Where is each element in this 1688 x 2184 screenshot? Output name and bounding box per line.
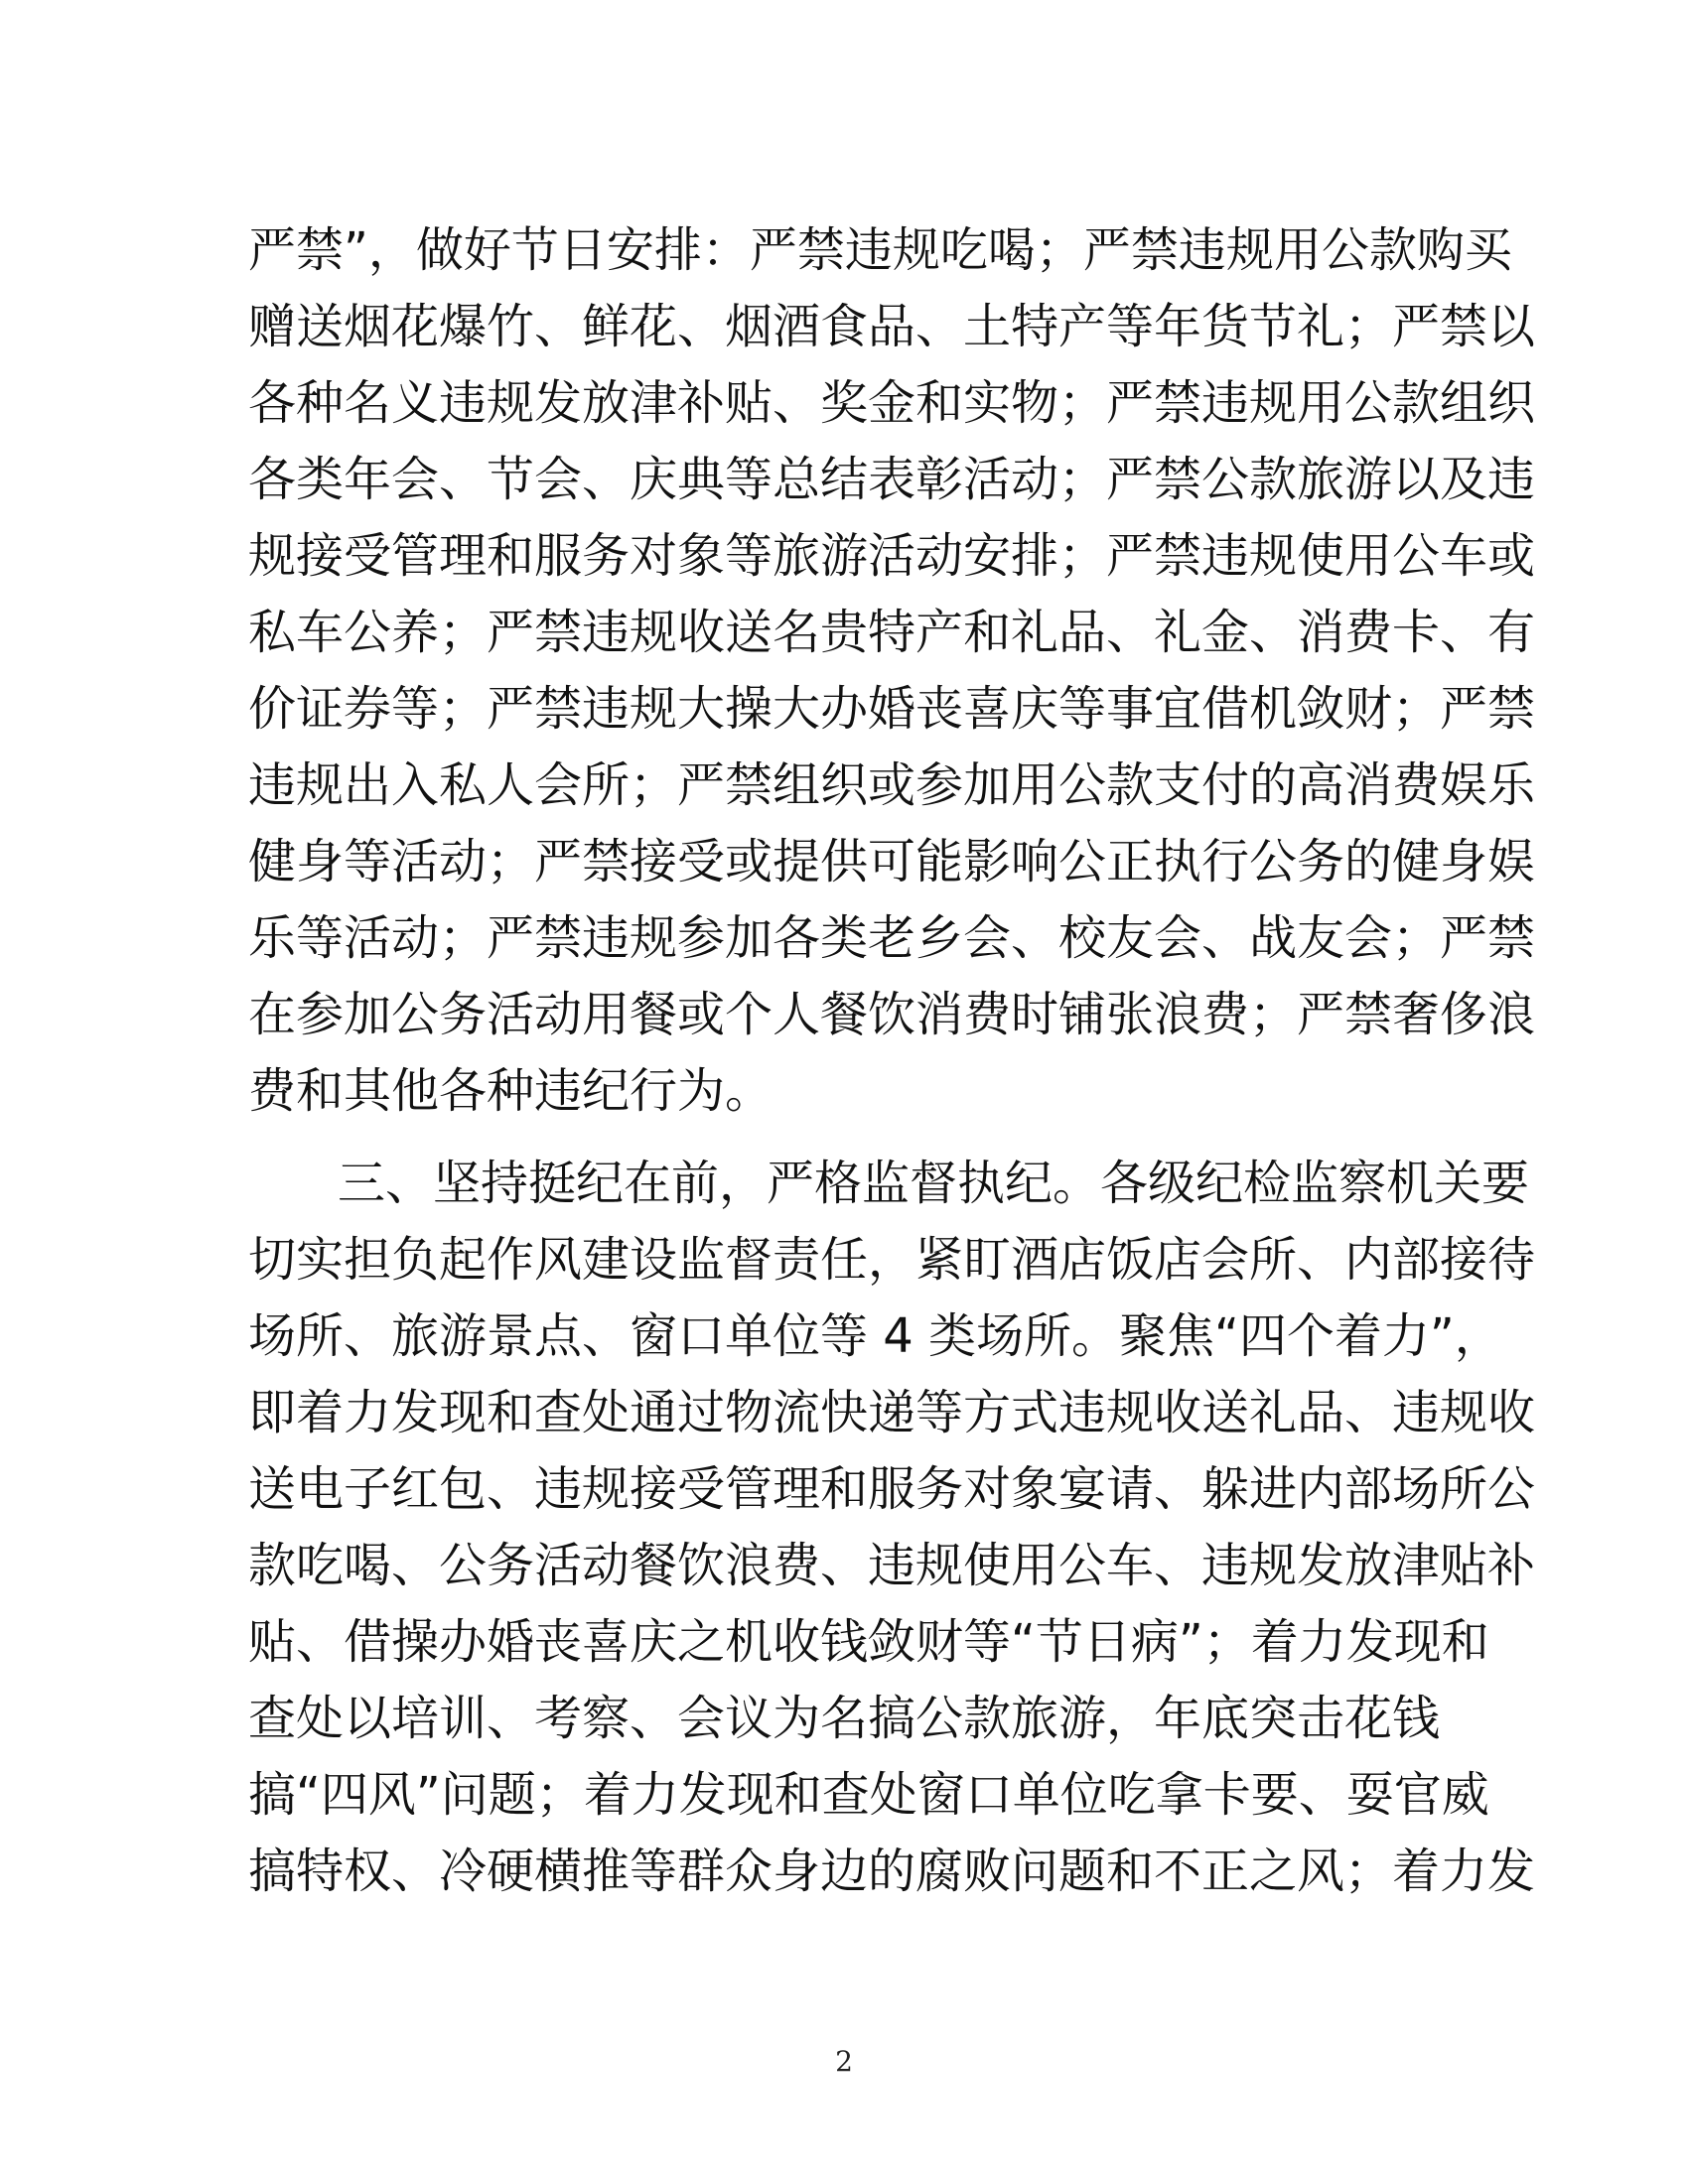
paragraph-2-line-10: 搞特权、冷硬横推等群众身边的腐败问题和不正之风；着力发 (248, 1843, 1536, 1899)
paragraph-2-line-2: 切实担负起作风建设监督责任，紧盯酒店饭店会所、内部接待 (248, 1232, 1536, 1288)
paragraph-2-line-3: 场所、旅游景点、窗口单位等 4 类场所。聚焦“四个着力”， (248, 1308, 1502, 1364)
paragraph-2-line-9: 搞“四风”问题；着力发现和查处窗口单位吃拿卡要、耍官威 (248, 1767, 1489, 1823)
paragraph-2-line-4: 即着力发现和查处通过物流快递等方式违规收送礼品、违规收 (248, 1385, 1536, 1440)
page-number: 2 (835, 2045, 853, 2078)
paragraph-1-line-5: 规接受管理和服务对象等旅游活动安排；严禁违规使用公车或 (248, 528, 1536, 584)
paragraph-1-line-10: 乐等活动；严禁违规参加各类老乡会、校友会、战友会；严禁 (248, 910, 1536, 966)
paragraph-1-line-9: 健身等活动；严禁接受或提供可能影响公正执行公务的健身娱 (248, 834, 1536, 889)
paragraph-2-line-7: 贴、借操办婚丧喜庆之机收钱敛财等“节日病”；着力发现和 (248, 1614, 1489, 1670)
paragraph-1-line-8: 违规出入私人会所；严禁组织或参加用公款支付的高消费娱乐 (248, 757, 1536, 813)
paragraph-1-line-3: 各种名义违规发放津补贴、奖金和实物；严禁违规用公款组织 (248, 375, 1536, 431)
paragraph-2-line-5: 送电子红包、违规接受管理和服务对象宴请、躲进内部场所公 (248, 1461, 1536, 1517)
paragraph-1-line-6: 私车公养；严禁违规收送名贵特产和礼品、礼金、消费卡、有 (248, 605, 1536, 660)
paragraph-1-line-2: 赠送烟花爆竹、鲜花、烟酒食品、土特产等年货节礼；严禁以 (248, 299, 1536, 354)
paragraph-1-line-12: 费和其他各种违纪行为。 (248, 1063, 774, 1119)
paragraph-2-line-8: 查处以培训、考察、会议为名搞公款旅游，年底突击花钱 (248, 1691, 1441, 1746)
paragraph-1-line-11: 在参加公务活动用餐或个人餐饮消费时铺张浪费；严禁奢侈浪 (248, 987, 1536, 1042)
paragraph-2-line-1: 三、坚持挺纪在前，严格监督执纪。各级纪检监察机关要 (338, 1156, 1530, 1211)
paragraph-1-line-4: 各类年会、节会、庆典等总结表彰活动；严禁公款旅游以及违 (248, 452, 1536, 507)
paragraph-1-line-1: 严禁”，做好节日安排：严禁违规吃喝；严禁违规用公款购买 (248, 222, 1512, 278)
paragraph-2-line-6: 款吃喝、公务活动餐饮浪费、违规使用公车、违规发放津贴补 (248, 1538, 1536, 1593)
paragraph-1-line-7: 价证券等；严禁违规大操大办婚丧喜庆等事宜借机敛财；严禁 (248, 681, 1536, 737)
